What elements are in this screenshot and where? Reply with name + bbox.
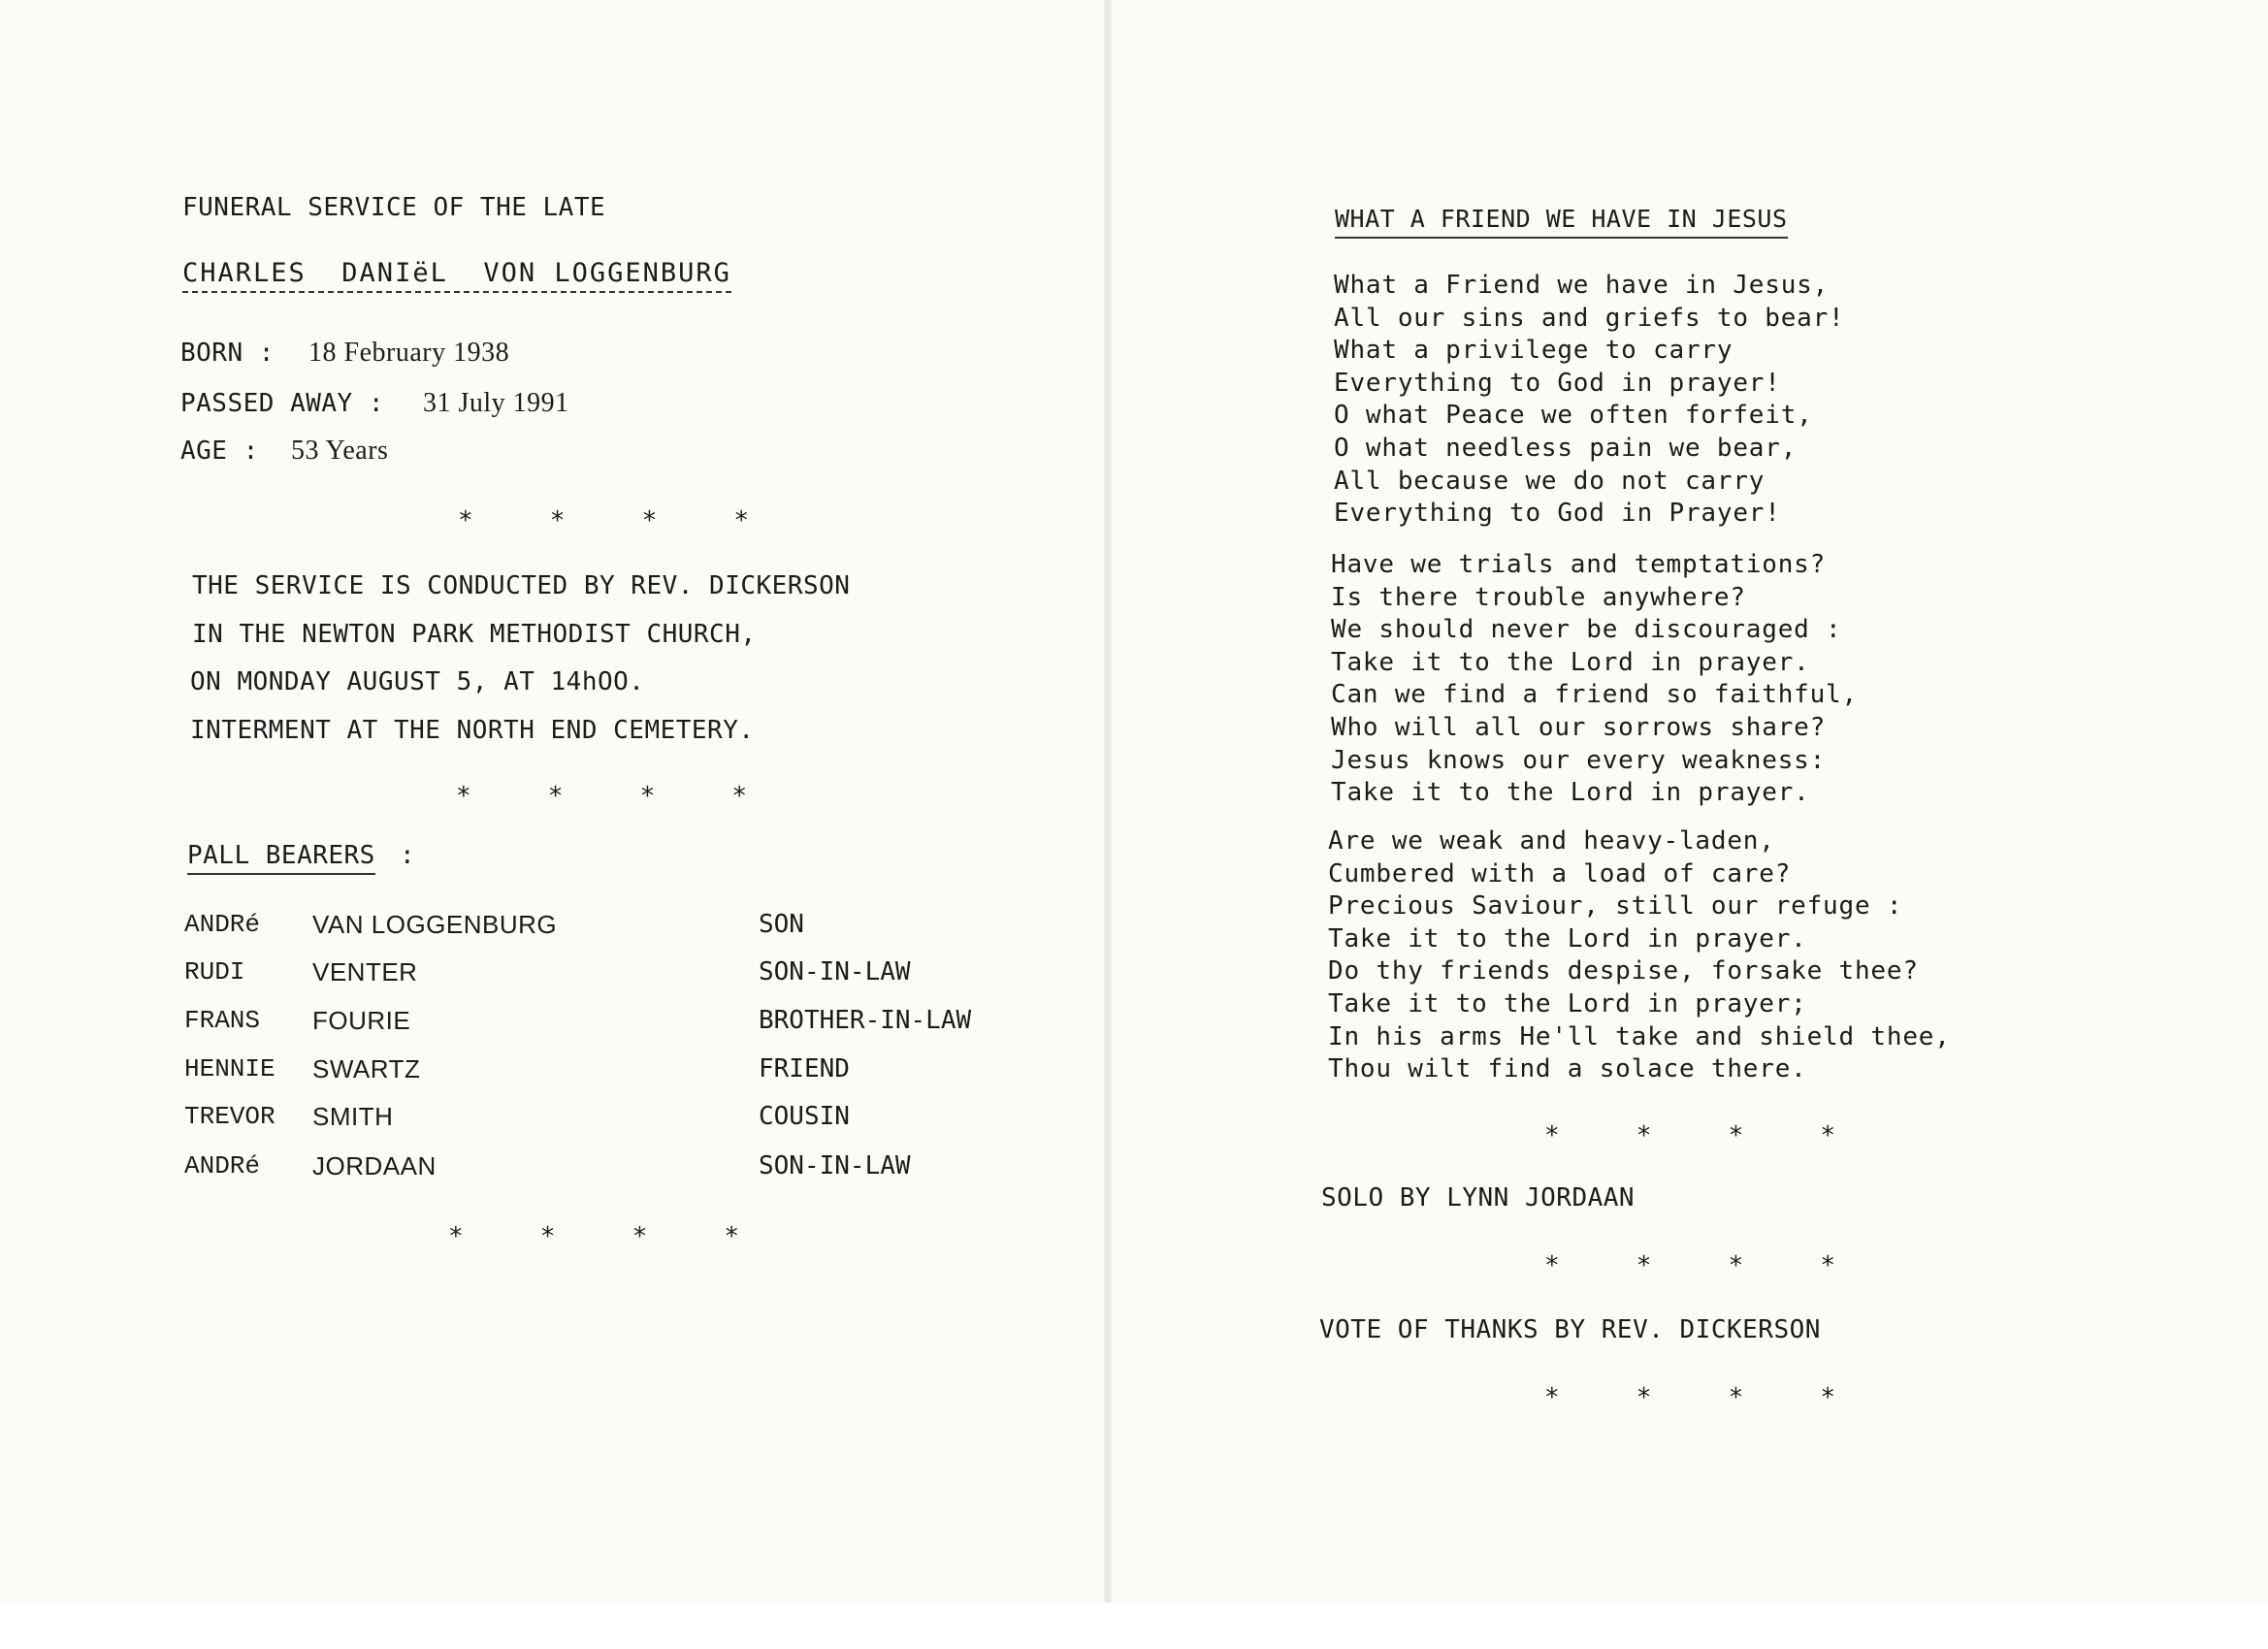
pall-bearer-relation: BROTHER-IN-LAW [759, 1006, 972, 1035]
hymn-line: Take it to the Lord in prayer. [1328, 923, 1807, 954]
pall-bearer-row [184, 1100, 1009, 1133]
hymn-stanza-3 [1328, 825, 1951, 1086]
separator-6 [1544, 1385, 1835, 1410]
pall-bearer-last-name: VAN LOGGENBURG [312, 910, 558, 939]
pall-bearer-row [184, 1052, 1009, 1085]
hymn-line: Everything to God in prayer! [1334, 368, 1781, 398]
passed-away-date: 31 July 1991 [423, 388, 569, 418]
hymn-line: All because we do not carry [1334, 466, 1766, 496]
service-line: THE SERVICE IS CONDUCTED BY REV. DICKERSON [192, 571, 851, 600]
separator-star: * [1728, 1383, 1744, 1412]
hymn-line: We should never be discouraged : [1331, 615, 1842, 645]
pall-bearer-last-name: SMITH [312, 1102, 394, 1131]
pall-bearer-relation: SON-IN-LAW [759, 1151, 911, 1180]
separator-star: * [1636, 1251, 1652, 1280]
separator-star: * [547, 782, 564, 811]
page-fold [1104, 0, 1112, 1602]
pall-bearer-first-name: TREVOR [184, 1102, 275, 1131]
separator-star: * [639, 782, 656, 811]
separator-star: * [1636, 1121, 1652, 1150]
pall-bearer-first-name: RUDI [184, 957, 245, 986]
separator-3 [448, 1224, 739, 1249]
solo-line: SOLO BY LYNN JORDAAN [1321, 1183, 1636, 1212]
pall-bearer-first-name: FRANS [184, 1006, 261, 1035]
hymn-line: Can we find a friend so faithful, [1331, 680, 1858, 710]
hymn-line: O what needless pain we bear, [1334, 433, 1798, 463]
pall-bearer-row [184, 955, 1009, 988]
age-label: AGE : [180, 436, 259, 466]
pall-bearer-last-name: JORDAAN [312, 1151, 437, 1180]
hymn-stanza-2 [1331, 549, 1858, 810]
pall-bearer-relation: FRIEND [759, 1054, 850, 1083]
service-line: INTERMENT AT THE NORTH END CEMETERY. [190, 716, 755, 745]
separator-4 [1544, 1123, 1835, 1148]
separator-star: * [458, 506, 473, 535]
separator-star: * [724, 1222, 739, 1251]
hymn-line: Do thy friends despise, forsake thee? [1328, 956, 1919, 986]
hymn-line: Jesus knows our every weakness: [1331, 745, 1827, 775]
separator-star: * [731, 782, 747, 811]
separator-star: * [1544, 1383, 1560, 1412]
pall-bearers-heading: PALL BEARERS [187, 840, 375, 875]
pall-bearer-row [184, 1149, 1009, 1182]
hymn-line: Are we weak and heavy-laden, [1328, 826, 1775, 856]
pall-bearer-relation: COUSIN [759, 1102, 850, 1131]
deceased-name: CHARLES DANIëL VON LOGGENBURG [182, 258, 731, 293]
hymn-stanza-1 [1334, 270, 1845, 531]
pall-bearer-relation: SON-IN-LAW [759, 957, 911, 986]
pall-bearer-row [184, 908, 1009, 941]
separator-star: * [539, 1222, 556, 1251]
hymn-line: What a privilege to carry [1334, 336, 1733, 366]
born-label: BORN : [180, 339, 275, 368]
hymn-line: Precious Saviour, still our refuge : [1328, 891, 1903, 922]
hymn-line: Have we trials and temptations? [1331, 550, 1827, 579]
age-value: 53 Years [291, 436, 389, 466]
separator-star: * [1544, 1251, 1560, 1280]
service-heading: FUNERAL SERVICE OF THE LATE [182, 193, 606, 222]
separator-star: * [632, 1222, 648, 1251]
separator-star: * [1728, 1251, 1744, 1280]
hymn-line: Take it to the Lord in prayer. [1331, 778, 1810, 808]
born-date: 18 February 1938 [308, 338, 510, 368]
pall-bearer-last-name: SWARTZ [312, 1054, 421, 1083]
passed-away-label: PASSED AWAY : [180, 389, 384, 418]
hymn-line: Take it to the Lord in prayer. [1331, 647, 1810, 677]
scan-margin [0, 1602, 2268, 1649]
separator-star: * [1728, 1121, 1744, 1150]
separator-star: * [456, 782, 471, 811]
separator-star: * [1820, 1251, 1835, 1280]
hymn-line: Who will all our sorrows share? [1331, 712, 1827, 742]
pall-bearer-first-name: ANDRé [184, 910, 261, 939]
service-line: ON MONDAY AUGUST 5, AT 14hOO. [190, 667, 645, 696]
separator-star: * [1544, 1121, 1560, 1150]
hymn-line: O what Peace we often forfeit, [1334, 401, 1813, 431]
left-page [0, 0, 1104, 1602]
pall-bearer-last-name: FOURIE [312, 1006, 411, 1035]
separator-star: * [448, 1222, 464, 1251]
hymn-line: Take it to the Lord in prayer; [1328, 988, 1807, 1018]
hymn-line: Everything to God in Prayer! [1334, 499, 1781, 529]
hymn-line: Is there trouble anywhere? [1331, 582, 1746, 612]
pall-bearer-relation: SON [759, 910, 804, 939]
pall-bearer-row [184, 1004, 1009, 1037]
separator-1 [458, 508, 749, 534]
vote-of-thanks-line: VOTE OF THANKS BY REV. DICKERSON [1319, 1315, 1821, 1344]
separator-star: * [733, 506, 749, 535]
hymn-line: All our sins and griefs to bear! [1334, 303, 1845, 333]
hymn-line: What a Friend we have in Jesus, [1334, 271, 1830, 300]
right-page [1112, 0, 2268, 1602]
pall-bearer-last-name: VENTER [312, 957, 418, 986]
pall-bearer-first-name: ANDRé [184, 1151, 261, 1180]
hymn-line: In his arms He'll take and shield thee, [1328, 1021, 1951, 1051]
separator-star: * [1636, 1383, 1652, 1412]
separator-star: * [1820, 1121, 1835, 1150]
hymn-line: Thou wilt find a solace there. [1328, 1054, 1807, 1084]
hymn-title: WHAT A FRIEND WE HAVE IN JESUS [1335, 204, 1788, 239]
hymn-line: Cumbered with a load of care? [1328, 858, 1792, 889]
pall-bearers-colon: : [400, 841, 416, 870]
separator-star: * [1820, 1383, 1835, 1412]
pall-bearer-first-name: HENNIE [184, 1054, 275, 1083]
separator-star: * [549, 506, 566, 535]
separator-star: * [641, 506, 658, 535]
service-line: IN THE NEWTON PARK METHODIST CHURCH, [192, 620, 757, 649]
separator-5 [1544, 1253, 1835, 1278]
separator-2 [456, 784, 747, 809]
